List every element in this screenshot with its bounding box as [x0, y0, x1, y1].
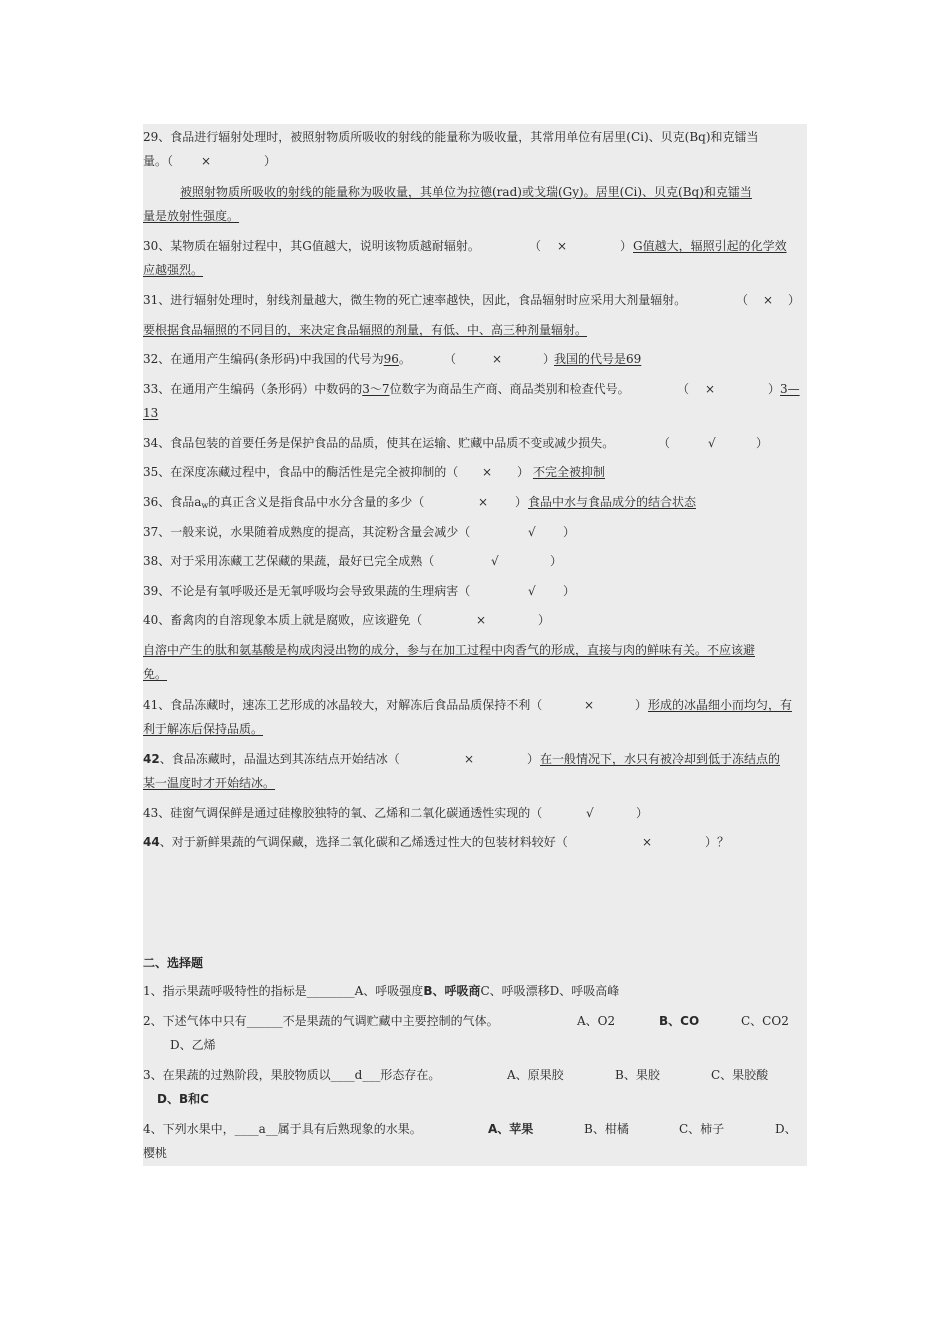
question-44-mark: ×	[642, 835, 653, 849]
question-29-text-end: 量。（	[143, 154, 174, 168]
choice-1-blank: ________	[306, 984, 355, 998]
choice-1-option-a: A、呼吸强度	[354, 984, 424, 998]
question-36-subscript: w	[201, 501, 209, 510]
question-43-close: ）	[636, 806, 649, 820]
question-42-close: ）	[527, 752, 540, 766]
choice-question-2-line1	[143, 1013, 789, 1029]
question-41-answer-line1: 形成的冰晶细小而均匀，有	[648, 698, 793, 712]
question-33-answer-line1: 3—	[780, 382, 800, 396]
question-30-line1	[143, 238, 787, 254]
question-40-line	[143, 612, 551, 628]
question-31-mark: ×	[763, 293, 774, 307]
choice-question-1	[143, 983, 619, 999]
question-44-close: ）？	[705, 835, 730, 849]
question-32-close: ）	[543, 352, 556, 366]
choice-1-option-b: B、呼吸商	[423, 984, 481, 998]
question-42-answer-line2: 某一温度时才开始结冰。	[143, 776, 276, 790]
question-35-text: 35、在深度冻藏过程中，食品中的酶活性是完全被抑制的（	[143, 465, 459, 479]
question-38-text: 38、对于采用冻藏工艺保藏的果蔬，最好已完全成熟（	[143, 554, 435, 568]
question-33-rest: 位数字为商品生产商、商品类别和检查代号。	[389, 382, 630, 396]
choice-4-option-c: C、柿子	[679, 1122, 725, 1136]
choice-4-option-b: B、柑橘	[584, 1122, 629, 1136]
question-39-text: 39、不论是有氧呼吸还是无氧呼吸均会导致果蔬的生理病害（	[143, 584, 471, 598]
question-40-text: 40、畜禽肉的自溶现象本质上就是腐败，应该避免（	[143, 613, 423, 627]
question-33-range: 3～7	[362, 382, 390, 396]
choice-question-3-line1	[143, 1067, 769, 1083]
question-32-open: （	[444, 352, 457, 366]
choice-1-option-d: D、呼吸高峰	[549, 984, 620, 998]
question-36-text: 36、食品a	[143, 495, 202, 509]
choice-2-option-a: A、O2	[577, 1014, 616, 1028]
question-37-line	[143, 524, 576, 540]
question-32-mark: ×	[492, 352, 503, 366]
choice-2-text: 2、下述气体中只有	[143, 1014, 247, 1028]
section-title: 二、选择题	[143, 956, 204, 970]
question-30-open: （	[529, 239, 542, 253]
question-41-close: ）	[635, 698, 648, 712]
question-29-answer-line1: 被照射物质所吸收的射线的能量称为吸收量，其单位为拉德(rad)或戈瑞(Gy)。居里(Ci)、贝克(Bq)和克镭当	[180, 185, 752, 199]
question-30-close: ）	[620, 239, 633, 253]
question-44-number: 44	[143, 835, 160, 849]
question-33-mark: ×	[705, 382, 716, 396]
question-37-text: 37、一般来说，水果随着成熟度的提高，其淀粉含量会减少（	[143, 525, 471, 539]
question-33-answer-line2: 13	[143, 406, 159, 420]
question-29-line2	[143, 153, 277, 169]
question-30-text: 30、某物质在辐射过程中，其G值越大，说明该物质越耐辐射。	[143, 239, 480, 253]
question-31-line1	[143, 292, 801, 308]
choice-2-option-b: B、CO	[659, 1014, 700, 1028]
question-40-close: ）	[538, 613, 551, 627]
choice-3-rest: 形态存在。	[380, 1068, 441, 1082]
question-43-mark: √	[586, 806, 594, 820]
question-40-mark: ×	[476, 613, 487, 627]
question-40-answer-line2: 免。	[143, 667, 168, 681]
question-39-mark: √	[528, 584, 536, 598]
choice-4-option-d-cont: 樱桃	[143, 1146, 168, 1160]
question-42-line1	[143, 751, 781, 767]
question-34-mark: √	[708, 436, 716, 450]
choice-3-blank: ____d___	[330, 1068, 381, 1082]
choice-4-rest: 属于具有后熟现象的水果。	[277, 1122, 422, 1136]
choice-2-option-d: D、乙烯	[170, 1038, 216, 1052]
question-35-close: ）	[517, 465, 530, 479]
question-31-close: ）	[788, 293, 801, 307]
question-38-mark: √	[491, 554, 499, 568]
question-41-line1	[143, 697, 793, 713]
question-30-answer-line2: 应越强烈。	[143, 263, 204, 277]
question-39-close: ）	[563, 584, 576, 598]
question-38-close: ）	[550, 554, 563, 568]
question-38-line	[143, 553, 563, 569]
question-32-answer: 我国的代号是69	[554, 352, 642, 366]
question-36-answer: 食品中水与食品成分的结合状态	[528, 495, 697, 509]
question-41-text: 41、食品冻藏时，速冻工艺形成的冰晶较大，对解冻后食品品质保持不利（	[143, 698, 543, 712]
question-29-mark: ×	[201, 154, 212, 168]
choice-question-4-line1	[143, 1121, 797, 1137]
question-34-close: ）	[756, 436, 769, 450]
question-36-close: ）	[515, 495, 528, 509]
question-29-answer-line2: 量是放射性强度。	[143, 209, 240, 223]
question-42-mark: ×	[464, 752, 475, 766]
question-36-mark: ×	[478, 495, 489, 509]
choice-4-blank: ____a__	[234, 1122, 278, 1136]
question-33-text: 33、在通用产生编码（条形码）中数码的	[143, 382, 363, 396]
question-32-line	[143, 351, 642, 367]
question-32-text: 32、在通用产生编码(条形码)中我国的代号为	[143, 352, 384, 366]
question-41-answer-line2: 利于解冻后保持品质。	[143, 722, 264, 736]
question-29-line1: 29、食品进行辐射处理时，被照射物质所吸收的射线的能量称为吸收量，其常用单位有居里(Ci)、贝克(Bq)和克镭当	[143, 130, 759, 144]
question-34-text: 34、食品包装的首要任务是保护食品的品质，使其在运输、贮藏中品质不变或减少损失。	[143, 436, 615, 450]
question-39-line	[143, 583, 576, 599]
question-35-line	[143, 464, 606, 480]
choice-3-option-d: D、B和C	[157, 1092, 209, 1106]
choice-1-text: 1、指示果蔬呼吸特性的指标是	[143, 984, 307, 998]
choice-2-blank: ______	[246, 1014, 283, 1028]
question-35-answer: 不完全被抑制	[533, 465, 606, 479]
question-31-text: 31、进行辐射处理时，射线剂量越大，微生物的死亡速率越快，因此，食品辐射时应采用大剂量辐射。	[143, 293, 687, 307]
question-44-text: 、对于新鲜果蔬的气调保藏，选择二氧化碳和乙烯透过性大的包装材料较好（	[159, 835, 568, 849]
choice-3-option-a: A、原果胶	[507, 1068, 564, 1082]
question-30-mark: ×	[557, 239, 568, 253]
question-36-rest: 的真正含义是指食品中水分含量的多少（	[208, 495, 425, 509]
choice-3-option-b: B、果胶	[615, 1068, 660, 1082]
choice-3-option-c: C、果胶酸	[711, 1068, 769, 1082]
question-34-open: （	[658, 436, 671, 450]
question-43-text: 43、硅窗气调保鲜是通过硅橡胶独特的氧、乙烯和二氧化碳通透性实现的（	[143, 806, 543, 820]
choice-3-text: 3、在果蔬的过熟阶段，果胶物质以	[143, 1068, 331, 1082]
question-32-number: 96	[383, 352, 399, 366]
question-42-text: 、食品冻藏时，品温达到其冻结点开始结冰（	[159, 752, 400, 766]
question-35-mark: ×	[482, 465, 493, 479]
question-42-number: 42	[143, 752, 160, 766]
question-41-mark: ×	[584, 698, 595, 712]
choice-4-option-a: A、苹果	[488, 1122, 534, 1136]
choice-2-rest: 不是果蔬的气调贮藏中主要控制的气体。	[282, 1014, 499, 1028]
question-33-open: （	[677, 382, 690, 396]
question-37-close: ）	[563, 525, 576, 539]
choice-2-option-c: C、CO2	[741, 1014, 789, 1028]
question-37-mark: √	[528, 525, 536, 539]
choice-4-text: 4、下列水果中，	[143, 1122, 235, 1136]
question-29-close: ）	[264, 154, 277, 168]
choice-4-option-d: D、	[775, 1122, 797, 1136]
question-40-answer-line1: 自溶中产生的肽和氨基酸是构成肉浸出物的成分，参与在加工过程中肉香气的形成，直接与肉的鲜味有关。不应该避	[143, 643, 756, 657]
question-31-answer: 要根据食品辐照的不同目的，来决定食品辐照的剂量，有低、中、高三种剂量辐射。	[143, 323, 588, 337]
choice-1-option-c: C、呼吸漂移	[480, 984, 550, 998]
question-33-line1	[143, 381, 800, 397]
question-30-answer-line1: G值越大，辐照引起的化学效	[633, 239, 787, 253]
question-32-end: 。	[398, 352, 411, 366]
question-43-line	[143, 805, 649, 821]
question-34-line	[143, 435, 769, 451]
question-42-answer-line1: 在一般情况下，水只有被冷却到低于冻结点的	[540, 752, 781, 766]
question-31-open: （	[736, 293, 749, 307]
question-36-line	[143, 494, 697, 514]
question-33-close: ）	[768, 382, 781, 396]
question-44-line	[143, 834, 730, 850]
